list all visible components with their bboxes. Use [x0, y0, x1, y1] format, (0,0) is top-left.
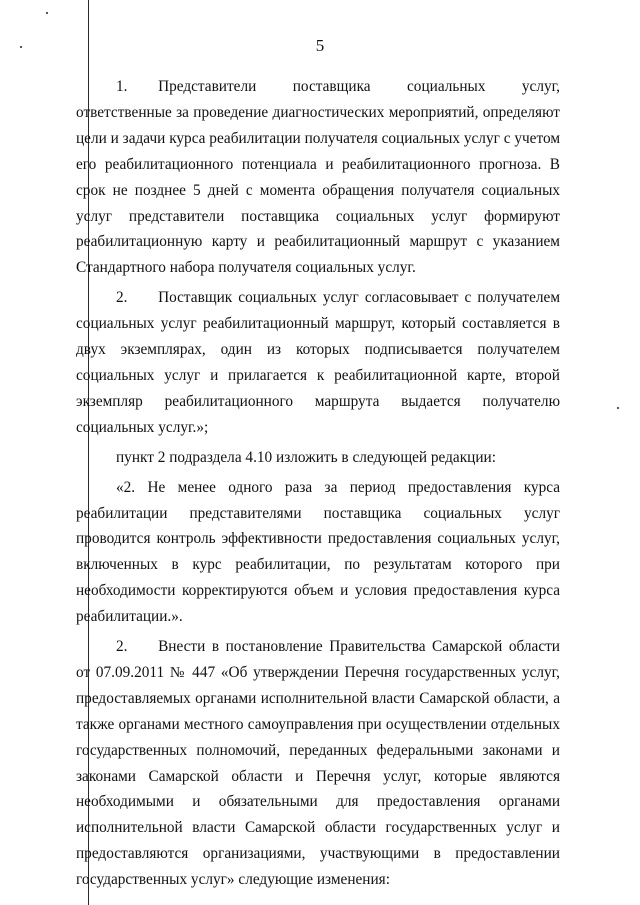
paragraph-quoted-item-2: «2. Не менее одного раза за период предоставления курса реабилитации представителями поставщика социальных услуг проводится контроль эффективности предоставления социальных услуг, включенных в курс реабилитации, по результатам которого при необходимости корректируются объем и условия предоставления курса реабилитации.».: [76, 478, 560, 626]
page-number: 5: [315, 36, 325, 55]
paragraph-item-1: 1. Представители поставщика социальных услуг, ответственные за проведение диагностических мероприятий, определяют цели и задачи курса реабилитации получателя социальных услуг с учетом его реабилитационного потенциала и реабилитационного прогноза. В срок не позднее 5 дней с момента обращения получателя социальных услуг представители поставщика социальных услуг формируют реабилитационную карту и реабилитационный маршрут с указанием Стандартного набора получателя социальных услуг.: [76, 78, 560, 277]
scan-speck: [617, 407, 619, 409]
paragraph-item-2: 2. Поставщик социальных услуг согласовывает с получателем социальных услуг реабилитационный маршрут, который составляется в двух экземплярах, один из которых подписывается получателем социальных услуг и прилагается к реабилитационной карте, второй экземпляр реабилитационного маршрута выдается получателю социальных услуг.»;: [76, 289, 560, 436]
paragraph-section-2: 2. Внести в постановление Правительства Самарской области от 07.09.2011 № 447 «Об утверждении Перечня государственных услуг, предоставляемых органами исполнительной власти Самарской области, а также органами местного самоуправления при осуществлении отдельных государственных полномочий, переданных федеральными законами и законами Самарской области и Перечня услуг, которые являются необходимыми и обязательными для предоставления органами исполнительной власти Самарской области государственных услуг и предоставляются организациями, участвующими в предоставлении государственных услуг» следующие изменения:: [76, 638, 560, 889]
scan-speck: [46, 12, 48, 14]
paragraph-amend-instruction: пункт 2 подраздела 4.10 изложить в следующей редакции:: [116, 448, 496, 466]
document-body: [76, 74, 560, 893]
